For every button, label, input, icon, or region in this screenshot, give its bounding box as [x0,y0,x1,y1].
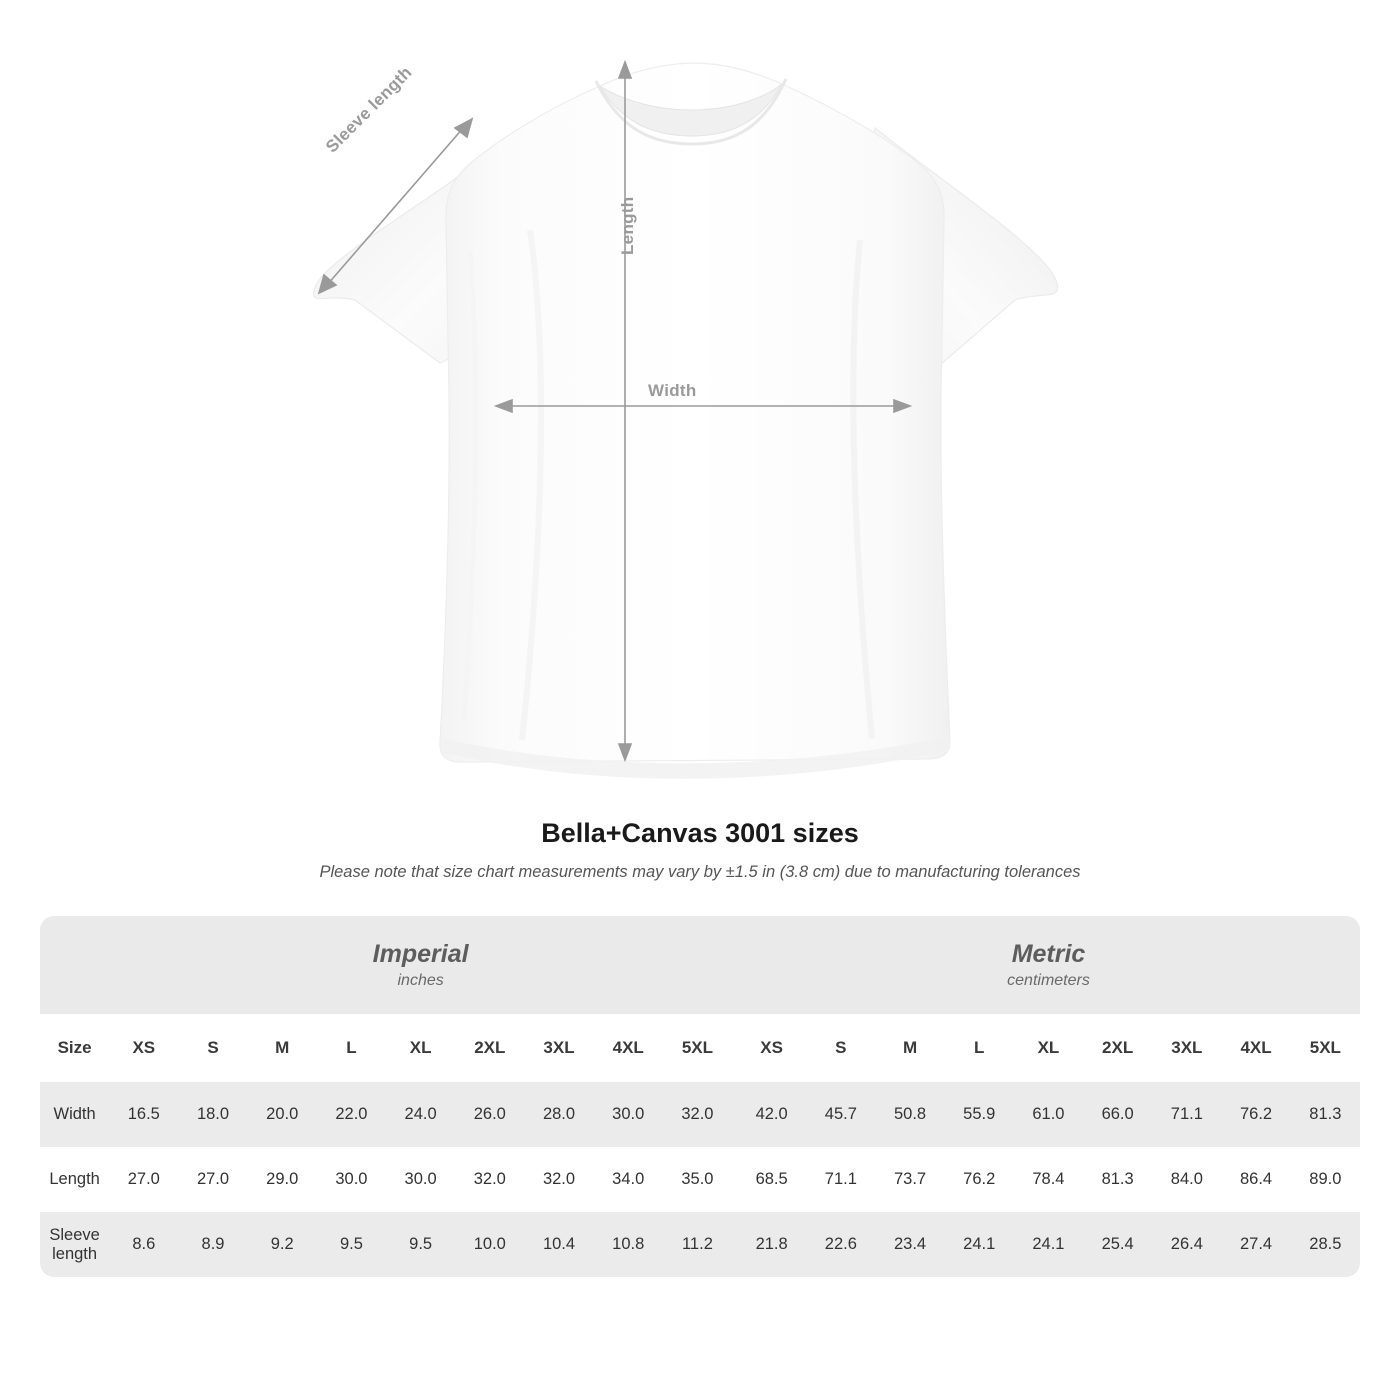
unit-group-metric-unit: centimeters [1007,972,1090,990]
sleeve-xs-cm: 21.8 [737,1212,806,1277]
width-l-cm: 55.9 [945,1082,1014,1147]
sleeve-s-in: 8.9 [178,1212,247,1277]
length-m-cm: 73.7 [875,1147,944,1212]
unit-group-metric [737,916,1360,1014]
size-header-m-metric: M [875,1014,944,1082]
size-header-2xl-metric: 2XL [1083,1014,1152,1082]
size-header-5xl-imperial: 5XL [663,1014,732,1082]
length-5xl-cm: 89.0 [1291,1147,1360,1212]
length-xl-cm: 78.4 [1014,1147,1083,1212]
tshirt-svg [300,50,1090,780]
width-m-in: 20.0 [248,1082,317,1147]
width-xl-in: 24.0 [386,1082,455,1147]
width-dimension-label: Width [648,381,697,400]
size-header-s-imperial: S [178,1014,247,1082]
row-label-sleeve-length: Sleeve length [40,1212,109,1277]
length-2xl-in: 32.0 [455,1147,524,1212]
width-3xl-in: 28.0 [524,1082,593,1147]
unit-group-metric-name: Metric [1011,939,1086,968]
width-xs-cm: 42.0 [737,1082,806,1147]
size-header-l-imperial: L [317,1014,386,1082]
size-chart-table-wrap [40,916,1360,1277]
length-xs-cm: 68.5 [737,1147,806,1212]
sleeve-4xl-in: 10.8 [594,1212,663,1277]
size-header-xs-imperial: XS [109,1014,178,1082]
width-s-in: 18.0 [178,1082,247,1147]
size-header-m-imperial: M [248,1014,317,1082]
sleeve-5xl-cm: 28.5 [1291,1212,1360,1277]
length-l-cm: 76.2 [945,1147,1014,1212]
width-5xl-in: 32.0 [663,1082,732,1147]
sleeve-4xl-cm: 27.4 [1221,1212,1290,1277]
sleeve-m-cm: 23.4 [875,1212,944,1277]
width-l-in: 22.0 [317,1082,386,1147]
sleeve-2xl-cm: 25.4 [1083,1212,1152,1277]
size-header-4xl-imperial: 4XL [594,1014,663,1082]
table-row [40,1147,1360,1212]
size-header-label: Size [40,1014,109,1082]
size-header-s-metric: S [806,1014,875,1082]
width-2xl-cm: 66.0 [1083,1082,1152,1147]
length-4xl-cm: 86.4 [1221,1147,1290,1212]
sleeve-3xl-in: 10.4 [524,1212,593,1277]
length-s-cm: 71.1 [806,1147,875,1212]
width-xs-in: 16.5 [109,1082,178,1147]
sleeve-l-in: 9.5 [317,1212,386,1277]
title-block [0,818,1400,882]
table-corner-cell [40,916,109,1014]
size-header-3xl-imperial: 3XL [524,1014,593,1082]
length-l-in: 30.0 [317,1147,386,1212]
size-header-l-metric: L [945,1014,1014,1082]
length-s-in: 27.0 [178,1147,247,1212]
length-2xl-cm: 81.3 [1083,1147,1152,1212]
sleeve-s-cm: 22.6 [806,1212,875,1277]
size-header-3xl-metric: 3XL [1152,1014,1221,1082]
width-m-cm: 50.8 [875,1082,944,1147]
size-header-xl-metric: XL [1014,1014,1083,1082]
width-2xl-in: 26.0 [455,1082,524,1147]
length-3xl-in: 32.0 [524,1147,593,1212]
unit-group-imperial-unit: inches [397,972,444,990]
sleeve-2xl-in: 10.0 [455,1212,524,1277]
length-m-in: 29.0 [248,1147,317,1212]
length-5xl-in: 35.0 [663,1147,732,1212]
row-label-length: Length [40,1147,109,1212]
length-4xl-in: 34.0 [594,1147,663,1212]
length-xs-in: 27.0 [109,1147,178,1212]
width-5xl-cm: 81.3 [1291,1082,1360,1147]
tolerance-note: Please note that size chart measurements may vary by ±1.5 in (3.8 cm) due to manufacturing tolerances [319,863,1081,881]
width-xl-cm: 61.0 [1014,1082,1083,1147]
unit-group-imperial [109,916,732,1014]
page-title: Bella+Canvas 3001 sizes [541,818,859,848]
sleeve-xl-cm: 24.1 [1014,1212,1083,1277]
sleeve-3xl-cm: 26.4 [1152,1212,1221,1277]
width-3xl-cm: 71.1 [1152,1082,1221,1147]
unit-group-imperial-name: Imperial [372,939,469,968]
sleeve-length-dimension-label: Sleeve length [322,62,416,157]
sleeve-xl-in: 9.5 [386,1212,455,1277]
tshirt-illustration [300,50,1090,780]
size-header-xs-metric: XS [737,1014,806,1082]
size-header-2xl-imperial: 2XL [455,1014,524,1082]
width-4xl-in: 30.0 [594,1082,663,1147]
length-xl-in: 30.0 [386,1147,455,1212]
unit-header-row [40,916,1360,1014]
size-chart-table [40,916,1360,1277]
length-3xl-cm: 84.0 [1152,1147,1221,1212]
row-label-width: Width [40,1082,109,1147]
size-header-5xl-metric: 5XL [1291,1014,1360,1082]
size-header-row [40,1014,1360,1082]
length-dimension-label: Length [618,196,637,255]
width-s-cm: 45.7 [806,1082,875,1147]
sleeve-m-in: 9.2 [248,1212,317,1277]
table-row [40,1212,1360,1277]
size-header-4xl-metric: 4XL [1221,1014,1290,1082]
sleeve-5xl-in: 11.2 [663,1212,732,1277]
table-row [40,1082,1360,1147]
sleeve-xs-in: 8.6 [109,1212,178,1277]
sleeve-l-cm: 24.1 [945,1212,1014,1277]
size-header-xl-imperial: XL [386,1014,455,1082]
width-4xl-cm: 76.2 [1221,1082,1290,1147]
